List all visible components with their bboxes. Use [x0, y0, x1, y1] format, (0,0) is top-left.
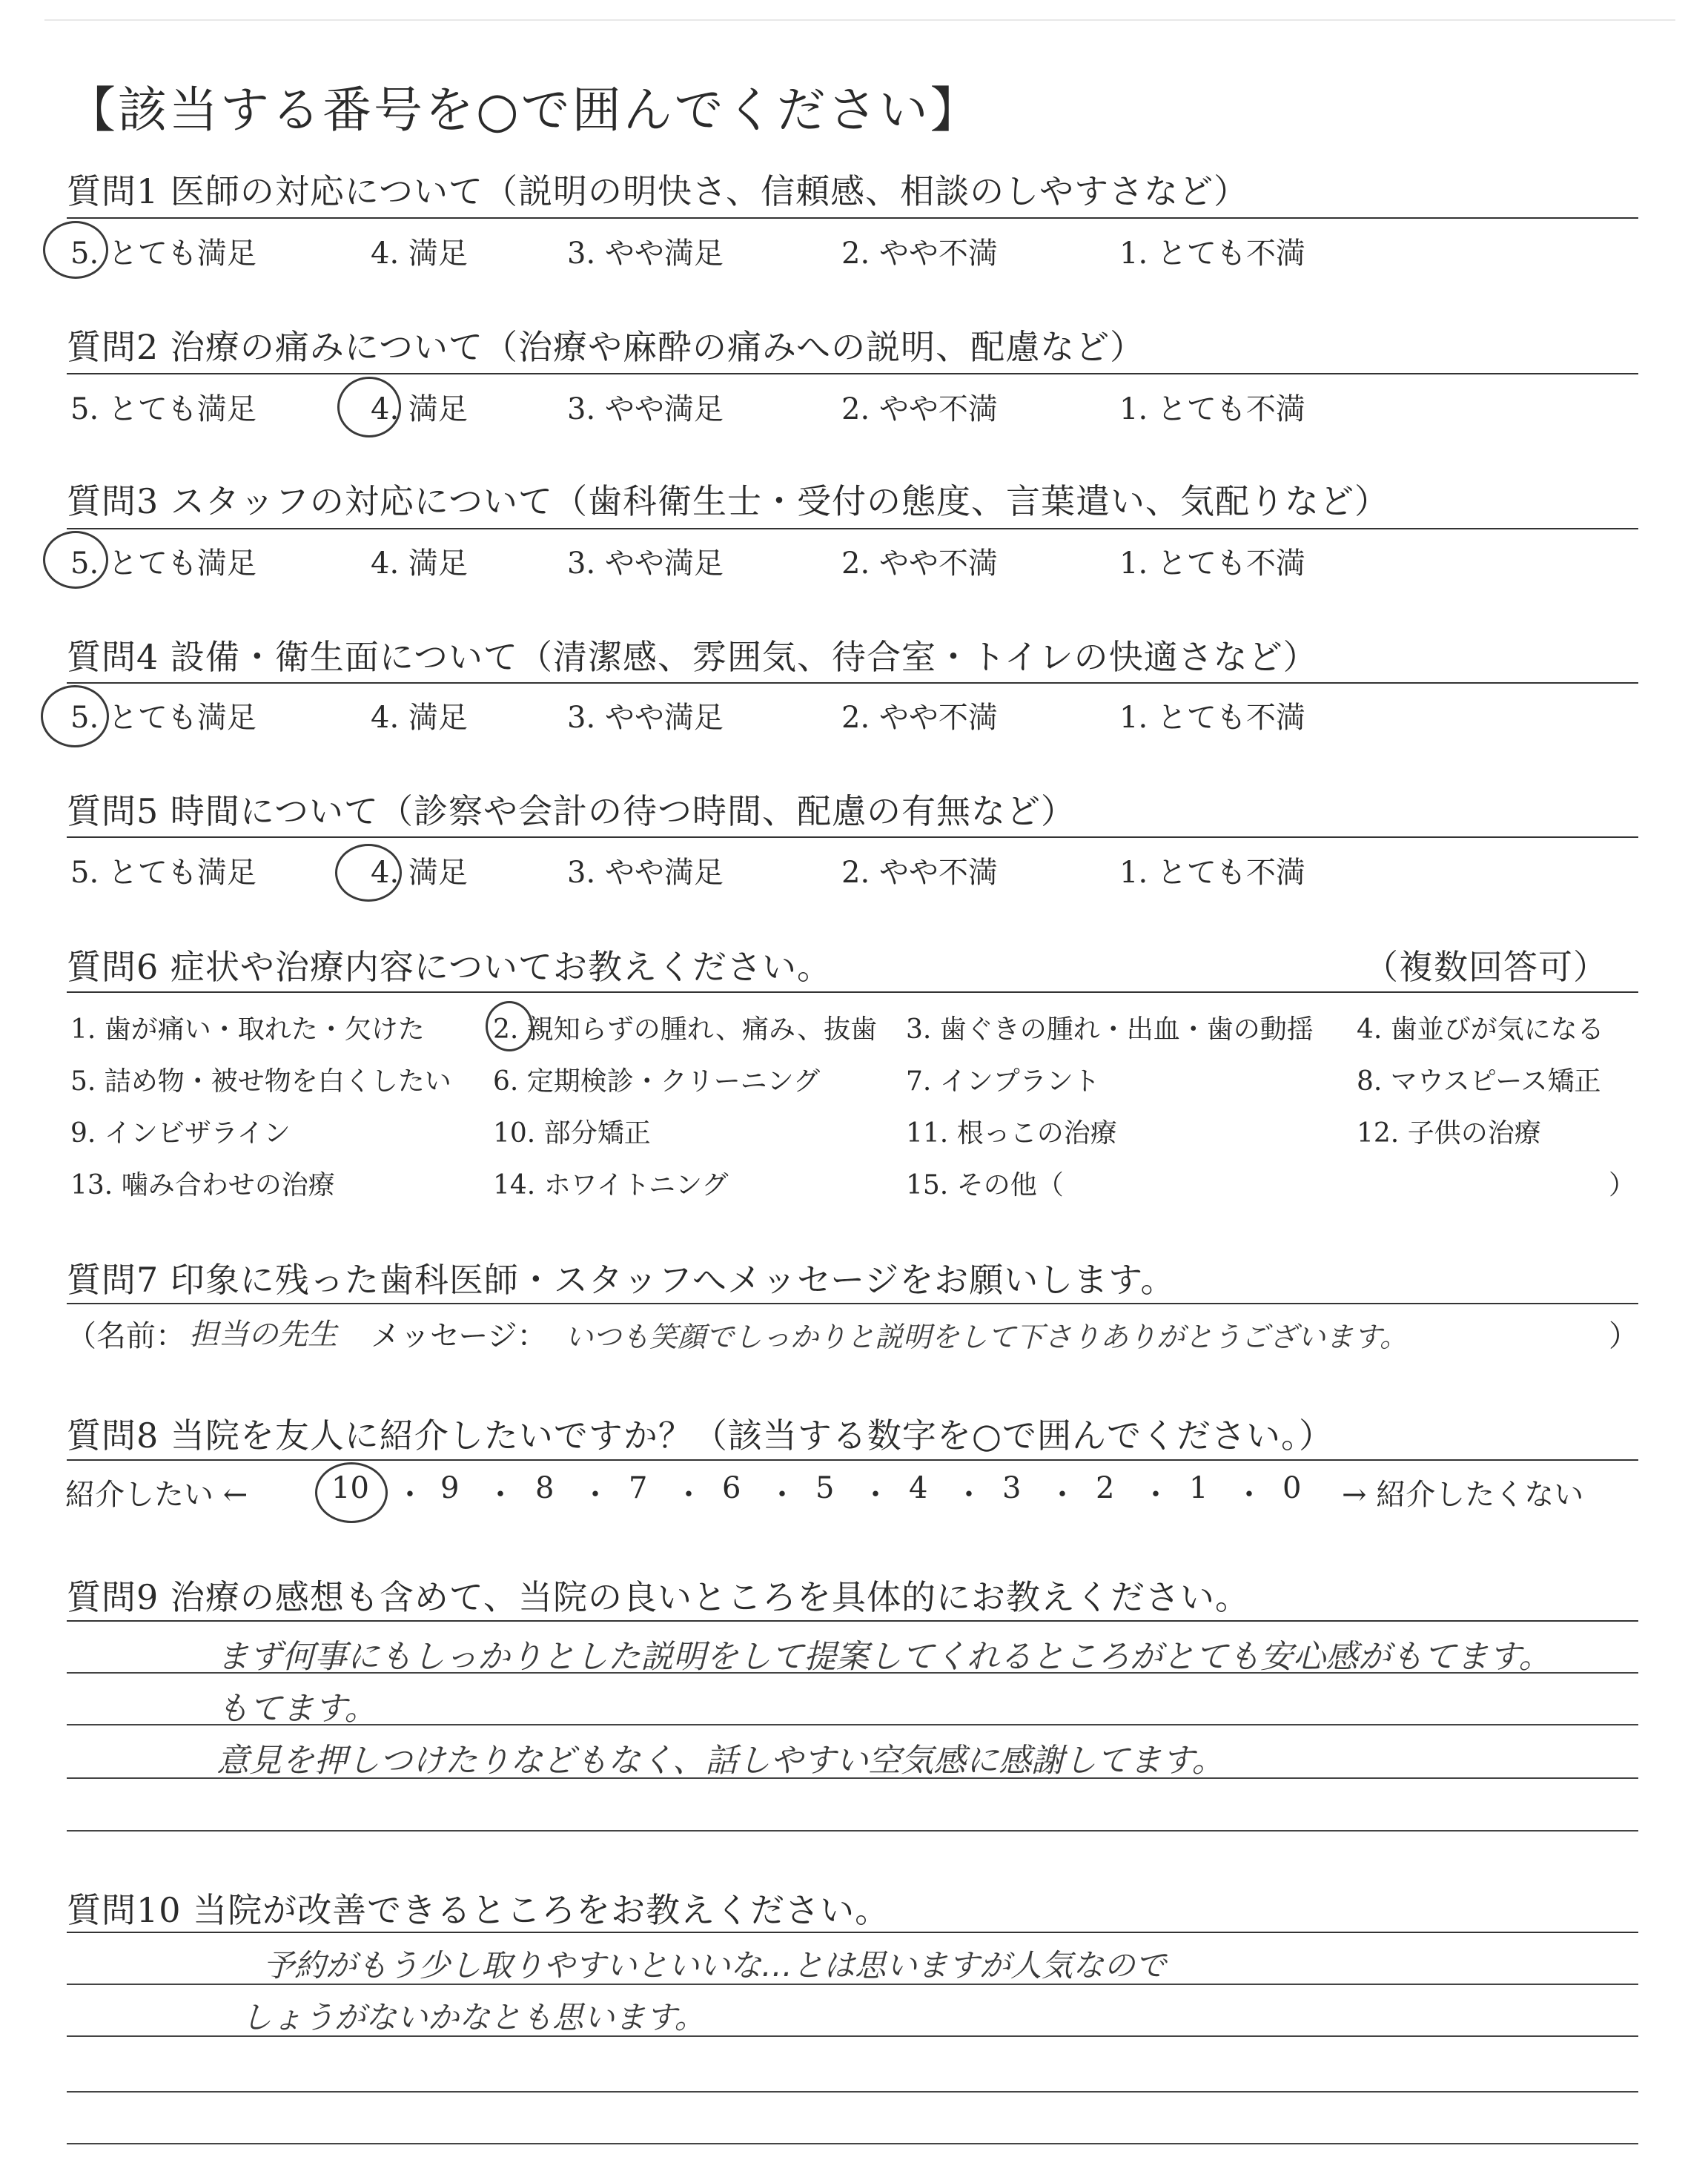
q5-option-3[interactable]: 3. やや満足 [567, 856, 724, 890]
question-8-rule [67, 1459, 1638, 1461]
q8-selected-circle [315, 1462, 388, 1523]
q8-dot: ・ [395, 1478, 425, 1512]
q1-option-5[interactable]: 5. とても満足 [70, 237, 256, 271]
q6-item-2[interactable]: 2. 親知らずの腫れ、痛み、抜歯 [493, 1014, 878, 1045]
q7-message-label: メッセージ： [371, 1319, 547, 1353]
question-5-title [67, 785, 1076, 833]
q7-name-value[interactable]: 担当の先生 [189, 1318, 337, 1352]
question-8-text: 当院を友人に紹介したいですか？（該当する数字を○で囲んでください。） [170, 1416, 1334, 1456]
q8-dot: ・ [861, 1478, 890, 1512]
q8-dot: ・ [580, 1478, 610, 1512]
question-6-note: （複数回答可） [1364, 947, 1608, 987]
q6-other-close: ） [1609, 1170, 1636, 1200]
form-header: 【該当する番号を○で囲んでください】 [67, 82, 982, 139]
q9-answer-line-2[interactable]: もてます。 [216, 1690, 377, 1728]
question-3-number: 質問3 [67, 481, 159, 521]
q8-score-9[interactable]: 9 [440, 1471, 460, 1505]
question-6-rule [67, 991, 1638, 993]
q2-selected-circle [337, 377, 401, 437]
question-9-rule-1 [67, 1620, 1638, 1622]
q6-item-11[interactable]: 11. 根っこの治療 [906, 1118, 1117, 1149]
q6-item-7[interactable]: 7. インプラント [906, 1066, 1100, 1097]
question-10-text: 当院が改善できるところをお教えください。 [193, 1890, 890, 1930]
question-10-rule-4 [67, 2091, 1638, 2093]
q6-item-12[interactable]: 12. 子供の治療 [1357, 1118, 1541, 1149]
question-3-rule [67, 528, 1638, 529]
q8-dot: ・ [1047, 1478, 1077, 1512]
question-1-title [67, 165, 1248, 214]
q2-option-4[interactable]: 4. 満足 [371, 392, 468, 426]
question-4-rule [67, 682, 1638, 684]
question-10-number: 質問10 [67, 1890, 182, 1930]
q1-selected-circle [43, 221, 108, 279]
q3-option-5[interactable]: 5. とても満足 [70, 546, 256, 581]
question-4-title [67, 630, 1318, 679]
question-10-rule-1 [67, 1932, 1638, 1933]
q6-item-6[interactable]: 6. 定期検診・クリーニング [493, 1066, 821, 1097]
q6-item-8[interactable]: 8. マウスピース矯正 [1357, 1066, 1601, 1097]
question-9-text: 治療の感想も含めて、当院の良いところを具体的にお教えください。 [170, 1577, 1250, 1617]
q6-item-14[interactable]: 14. ホワイトニング [493, 1170, 729, 1200]
q2-option-1[interactable]: 1. とても不満 [1119, 392, 1305, 426]
q8-right-label: → 紹介したくない [1342, 1478, 1584, 1512]
q8-score-6[interactable]: 6 [722, 1471, 741, 1505]
q5-option-2[interactable]: 2. やや不満 [841, 856, 998, 890]
q2-option-3[interactable]: 3. やや満足 [567, 392, 724, 426]
q9-answer-line-3[interactable]: 意見を押しつけたりなどもなく、話しやすい空気感に感謝してます。 [216, 1742, 1225, 1780]
q9-answer-line-1[interactable]: まず何事にもしっかりとした説明をして提案してくれるところがとても安心感がもてます。 [216, 1638, 1552, 1676]
q3-option-1[interactable]: 1. とても不満 [1119, 546, 1305, 581]
q8-score-7[interactable]: 7 [629, 1471, 648, 1505]
q8-dot: ・ [1234, 1478, 1264, 1512]
question-9-number: 質問9 [67, 1577, 159, 1617]
q8-score-0[interactable]: 0 [1282, 1471, 1302, 1505]
q8-dot: ・ [767, 1478, 797, 1512]
q10-answer-line-1[interactable]: 予約がもう少し取りやすいといいな…とは思いますが人気なので [263, 1947, 1167, 1984]
q4-selected-circle [41, 685, 109, 747]
q2-option-5[interactable]: 5. とても満足 [70, 392, 256, 426]
q6-item-10[interactable]: 10. 部分矯正 [493, 1118, 651, 1149]
question-7-title [67, 1253, 1176, 1302]
question-2-text: 治療の痛みについて（治療や麻酔の痛みへの説明、配慮など） [170, 327, 1145, 367]
q6-item-15[interactable]: 15. その他（ [906, 1170, 1064, 1200]
q6-item-1[interactable]: 1. 歯が痛い・取れた・欠けた [70, 1014, 425, 1045]
q10-answer-line-2[interactable]: しょうがないかなとも思います。 [241, 1999, 706, 2035]
q6-item-13[interactable]: 13. 噛み合わせの治療 [70, 1170, 335, 1200]
question-4-number: 質問4 [67, 637, 159, 677]
q8-dot: ・ [1141, 1478, 1171, 1512]
q4-option-4[interactable]: 4. 満足 [371, 701, 468, 735]
question-8-title [67, 1409, 1334, 1458]
q5-option-5[interactable]: 5. とても満足 [70, 856, 256, 890]
question-10-rule-5 [67, 2143, 1638, 2144]
q8-score-8[interactable]: 8 [535, 1471, 555, 1505]
q1-option-1[interactable]: 1. とても不満 [1119, 237, 1305, 271]
q5-option-4[interactable]: 4. 満足 [371, 856, 468, 890]
q8-score-3[interactable]: 3 [1002, 1471, 1022, 1505]
q6-item-5[interactable]: 5. 詰め物・被せ物を白くしたい [70, 1066, 451, 1097]
q3-option-3[interactable]: 3. やや満足 [567, 546, 724, 581]
q7-name-label: （名前： [67, 1319, 185, 1353]
q8-dot: ・ [486, 1478, 515, 1512]
question-9-rule-5 [67, 1830, 1638, 1832]
question-1-rule [67, 217, 1638, 219]
q1-option-2[interactable]: 2. やや不満 [841, 237, 998, 271]
q8-dot: ・ [674, 1478, 704, 1512]
q8-score-5[interactable]: 5 [815, 1471, 835, 1505]
q2-option-2[interactable]: 2. やや不満 [841, 392, 998, 426]
q6-item-3[interactable]: 3. 歯ぐきの腫れ・出血・歯の動揺 [906, 1014, 1314, 1045]
question-7-rule [67, 1303, 1638, 1304]
question-7-text: 印象に残った歯科医師・スタッフへメッセージをお願いします。 [170, 1260, 1176, 1300]
q8-score-10[interactable]: 10 [331, 1471, 369, 1505]
q6-item-9[interactable]: 9. インビザライン [70, 1118, 291, 1149]
q7-close: ） [1609, 1319, 1638, 1353]
question-2-title [67, 320, 1145, 369]
q3-option-4[interactable]: 4. 満足 [371, 546, 468, 581]
q4-option-1[interactable]: 1. とても不満 [1119, 701, 1305, 735]
question-6-text: 症状や治療内容についてお教えください。 [170, 947, 832, 987]
question-8-number: 質問8 [67, 1416, 159, 1456]
q3-option-2[interactable]: 2. やや不満 [841, 546, 998, 581]
question-2-rule [67, 373, 1638, 374]
question-2-number: 質問2 [67, 327, 159, 367]
question-4-text: 設備・衛生面について（清潔感、雰囲気、待合室・トイレの快適さなど） [170, 637, 1318, 677]
q4-option-3[interactable]: 3. やや満足 [567, 701, 724, 735]
q8-score-2[interactable]: 2 [1096, 1471, 1115, 1505]
question-6-number: 質問6 [67, 947, 159, 987]
q5-option-1[interactable]: 1. とても不満 [1119, 856, 1305, 890]
top-border [44, 19, 1675, 21]
question-5-number: 質問5 [67, 791, 159, 831]
question-3-text: スタッフの対応について（歯科衛生士・受付の態度、言葉遣い、気配りなど） [170, 481, 1389, 521]
q1-option-3[interactable]: 3. やや満足 [567, 237, 724, 271]
question-7-number: 質問7 [67, 1260, 159, 1300]
q7-message-value[interactable]: いつも笑顔でしっかりと説明をして下さりありがとうございます。 [565, 1321, 1408, 1353]
question-9-title [67, 1571, 1250, 1619]
question-1-number: 質問1 [67, 171, 159, 211]
q4-option-5[interactable]: 5. とても満足 [70, 701, 256, 735]
q8-left-label: 紹介したい ← [65, 1478, 248, 1512]
question-3-title [67, 475, 1389, 524]
q3-selected-circle [43, 531, 108, 589]
question-10-title [67, 1883, 890, 1932]
question-5-text: 時間について（診察や会計の待つ時間、配慮の有無など） [170, 791, 1076, 831]
q4-option-2[interactable]: 2. やや不満 [841, 701, 998, 735]
question-5-rule [67, 836, 1638, 838]
q5-selected-circle [335, 844, 402, 902]
question-6-title [67, 940, 832, 989]
q6-selected-circle [486, 1001, 533, 1051]
q6-item-4[interactable]: 4. 歯並びが気になる [1357, 1014, 1604, 1045]
q8-score-1[interactable]: 1 [1189, 1471, 1208, 1505]
q8-dot: ・ [954, 1478, 984, 1512]
question-1-text: 医師の対応について（説明の明快さ、信頼感、相談のしやすさなど） [170, 171, 1249, 211]
q1-option-4[interactable]: 4. 満足 [371, 237, 468, 271]
q8-score-4[interactable]: 4 [909, 1471, 928, 1505]
